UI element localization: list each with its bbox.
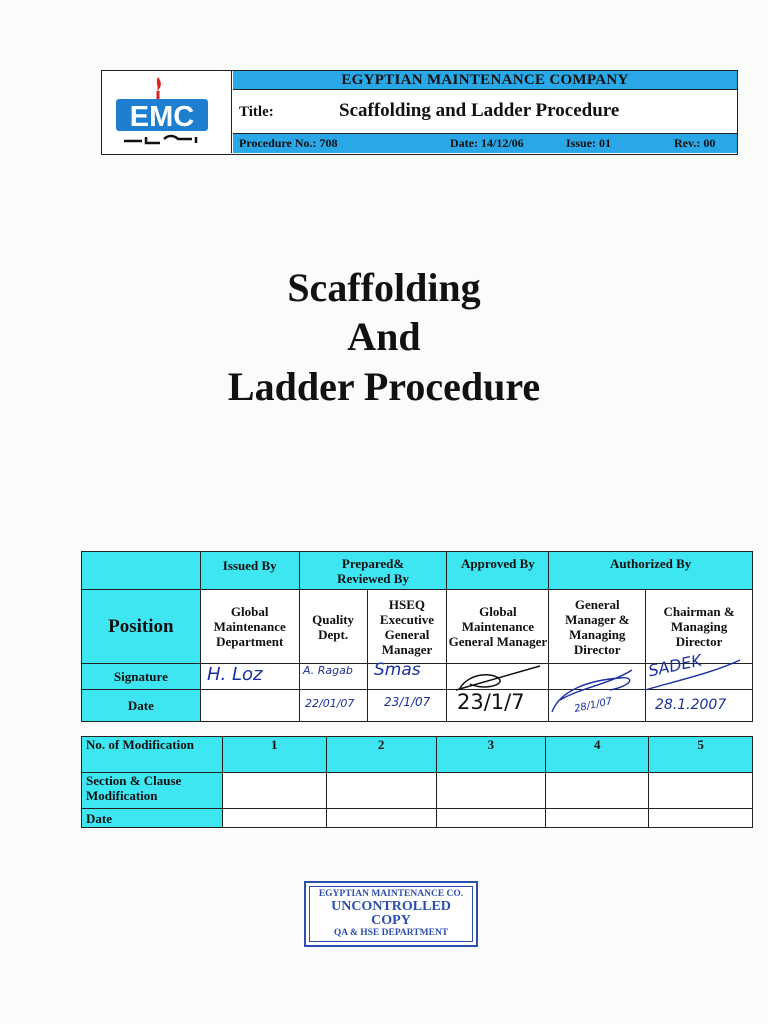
stamp-company: EGYPTIAN MAINTENANCE CO.: [318, 889, 464, 899]
logo-text: EMC: [129, 101, 195, 133]
approval-header-approved: Approved By: [447, 552, 549, 590]
mod-number-5: 5: [649, 737, 753, 773]
date-chairman: 28.1.2007: [655, 697, 727, 713]
position-chairman: Chairman & Managing Director: [646, 590, 753, 664]
mod-number-4: 4: [546, 737, 649, 773]
document-header: [101, 70, 738, 155]
procedure-date: Date: 14/12/06: [450, 136, 524, 150]
mod-section-label: Section & Clause Modification: [82, 773, 223, 809]
issue-number: Issue: 01: [566, 136, 612, 150]
date-label: Date: [82, 690, 201, 722]
main-title-line-1: Scaffolding: [287, 265, 481, 310]
position-global-gm: Global Maintenance General Manager: [447, 590, 549, 664]
modification-table: [81, 736, 753, 828]
approval-header-blank: [82, 552, 201, 590]
signature-hseq: Smas: [374, 660, 421, 680]
company-name: EGYPTIAN MAINTENANCE COMPANY: [233, 71, 737, 90]
title-row: [233, 90, 737, 133]
date-hseq: 23/1/07: [384, 695, 431, 709]
main-title-line-3: Ladder Procedure: [227, 364, 541, 409]
uncontrolled-copy-stamp: [304, 881, 478, 947]
mod-number-1: 1: [222, 737, 326, 773]
mod-number-label: No. of Modification: [82, 737, 223, 773]
position-gm-md: General Manager & Managing Director: [549, 590, 646, 664]
signature-label: Signature: [82, 664, 201, 690]
date-approved: 23/1/7: [457, 690, 525, 714]
date-gm: 28/1/07: [573, 696, 614, 715]
document-title: Scaffolding and Ladder Procedure: [339, 100, 620, 121]
company-logo: [102, 71, 232, 153]
signature-quality: A. Ragab: [303, 664, 353, 677]
mod-number-3: 3: [436, 737, 546, 773]
procedure-info-band: [233, 133, 737, 153]
approval-header-prepared: Prepared& Reviewed By: [299, 552, 447, 590]
stamp-department: QA & HSE DEPARTMENT: [333, 928, 449, 938]
revision-number: Rev.: 00: [674, 136, 716, 150]
signature-issued: H. Loz: [207, 664, 263, 685]
position-quality: Quality Dept.: [299, 590, 367, 664]
position-global-maintenance: Global Maintenance Department: [200, 590, 299, 664]
stamp-uncontrolled: UNCONTROLLED: [331, 899, 451, 914]
date-quality: 22/01/07: [305, 697, 355, 710]
main-title-line-2: And: [347, 314, 421, 359]
mod-date-label: Date: [82, 809, 223, 828]
approval-header-authorized: Authorized By: [549, 552, 753, 590]
position-label: Position: [82, 590, 201, 664]
title-label: Title:: [239, 104, 274, 120]
approval-header-issued: Issued By: [200, 552, 299, 590]
position-hseq: HSEQ Executive General Manager: [367, 590, 447, 664]
stamp-copy: COPY: [371, 913, 411, 928]
procedure-number: Procedure No.: 708: [239, 136, 338, 150]
mod-number-2: 2: [326, 737, 436, 773]
signature-chairman: SADEK: [646, 650, 704, 681]
